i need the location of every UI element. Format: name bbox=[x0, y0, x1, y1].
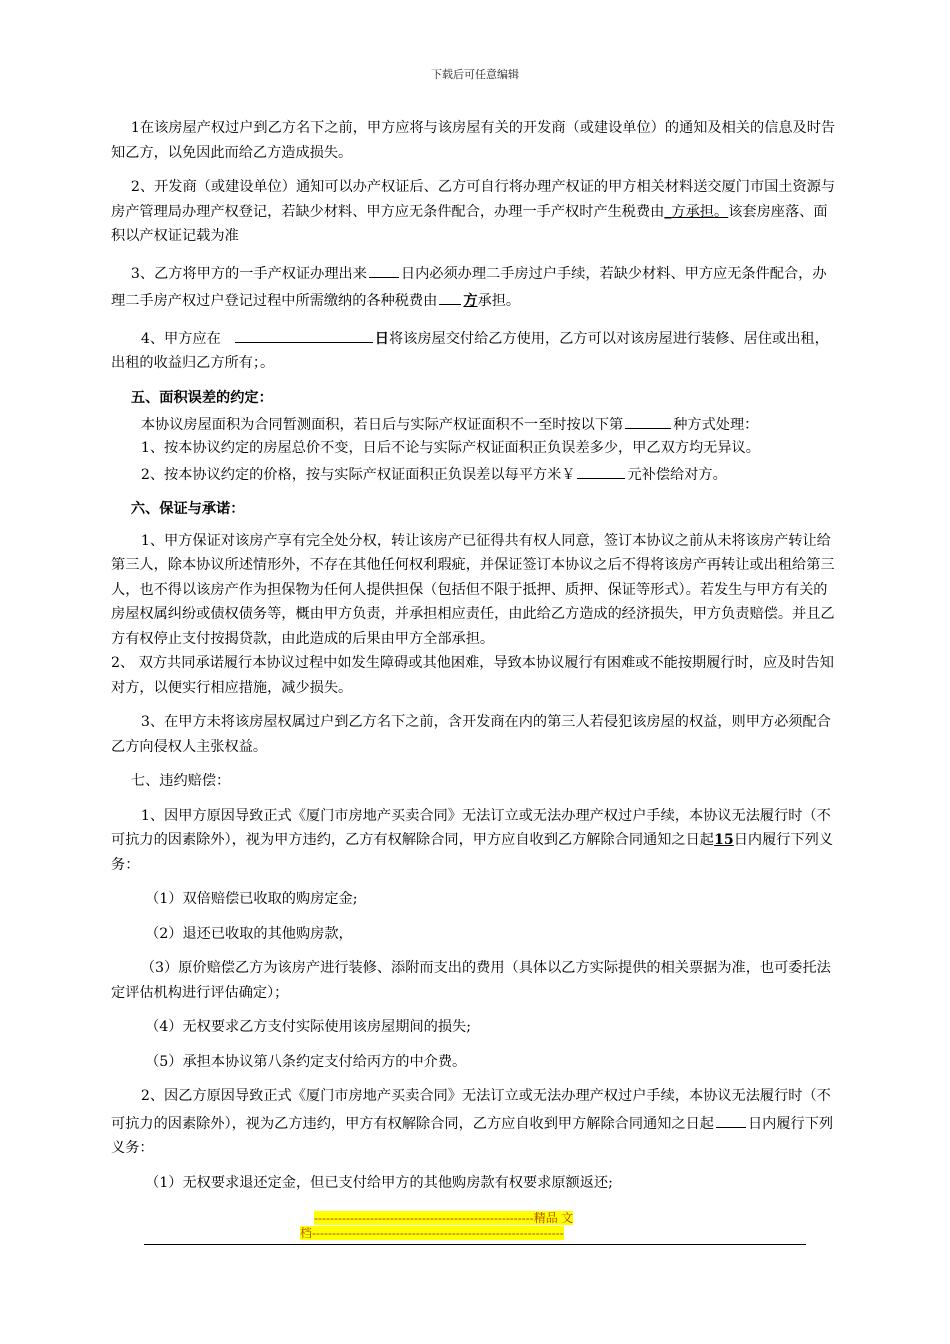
paragraph-4-2-party: 方承担。 bbox=[671, 203, 729, 220]
paragraph-4-4-text-b: 将该房屋交付给乙方使用，乙方可以对该房屋进行装修、居住或出租，出租的收益归乙方所有；。 bbox=[111, 330, 829, 371]
days-blank[interactable] bbox=[369, 259, 399, 278]
section-6-item-1: 1、甲方保证对该房产享有完全处分权，转让该房产已征得共有权人同意，签订本协议之前从未将该房产转让给第三人，除本协议所述情形外，不存在其他任何权利瑕疵，并保证签订本协议之后不得将该房产再转让或出租给第三人，也不得以该房产作为担保物为任何人提供担保（包括但不限于抵押、质押、保证等形式）。若发生与甲方有关的房屋权属纠纷或债权债务等，概由甲方负责，并承担相应责任，由此给乙方造成的经济损失，甲方负责赔偿。并且乙方有权停止支付按揭贷款，由此造成的后果由甲方全部承担。 bbox=[111, 532, 835, 647]
section-5-intro bbox=[111, 410, 839, 437]
paragraph-4-4 bbox=[111, 324, 839, 376]
footer-line-1 bbox=[300, 1211, 650, 1226]
price-per-sqm-blank[interactable] bbox=[577, 460, 625, 479]
footer-line-1-text: -------------------------------------------------------精品 文 bbox=[314, 1211, 574, 1225]
method-number-blank[interactable] bbox=[625, 410, 671, 429]
sub-item-2-1: （1）无权要求退还定金，但已支付给甲方的其他购房款有权要求原额返还; bbox=[145, 1174, 613, 1191]
refund-days-value: 15 bbox=[713, 832, 734, 848]
footer-line-2 bbox=[300, 1226, 650, 1241]
paragraph-4-4-text-a: 4、甲方应在 bbox=[140, 330, 221, 347]
section-7-heading: 七、违约赔偿： bbox=[130, 773, 231, 789]
section-6-heading: 六、保证与承诺： bbox=[130, 501, 245, 517]
section-5-item-2-text-a: 2、按本协议约定的价格，按与实际产权证面积正负误差以每平方米￥ bbox=[140, 467, 576, 483]
delivery-date-blank[interactable] bbox=[235, 324, 373, 343]
section-5-item-2 bbox=[111, 460, 839, 487]
delivery-day-label: 日 bbox=[374, 330, 389, 347]
section-5-item-2-text-b: 元补偿给对方。 bbox=[627, 467, 727, 483]
section-7-item-2 bbox=[111, 1084, 839, 1161]
section-7-item-2-text-b: 日内履行下列义务： bbox=[111, 1115, 834, 1156]
sub-item-1-2: （2）退还已收取的其他购房款， bbox=[145, 925, 353, 942]
paragraph-4-2-text-a: 2、开发商（或建设单位）通知可以办产权证后、乙方可自行将办理产权证的甲方相关材料送交厦门市国土资源与房产管理局办理产权登记，若缺少材料、甲方应无条件配合，办理一手产权时产生税费由 bbox=[111, 179, 836, 220]
paragraph-4-2-text-b: 该套房座落、面积以产权证记载为准 bbox=[111, 203, 828, 244]
paragraph-4-1: 1在该房屋产权过户到乙方名下之前，甲方应将与该房屋有关的开发商（或建设单位）的通知及相关的信息及时告知乙方，以免因此而给乙方造成损失。 bbox=[111, 120, 836, 161]
footer-line-2-text: 档--------------------------------------------------------------- bbox=[300, 1226, 564, 1240]
section-5-item-1: 1、按本协议约定的房屋总价不变，日后不论与实际产权证面积正负误差多少，甲乙双方均无异议。 bbox=[140, 440, 760, 456]
paragraph-4-3-text-c: 承担。 bbox=[477, 293, 521, 309]
section-7-item-1-text-a: 1、因甲方原因导致正式《厦门市房地产买卖合同》无法订立或无法办理产权过户手续，本协议无法履行时（不可抗力的因素除外），视为甲方违约，乙方有权解除合同，甲方应自收到乙方解除合同通知之日起 bbox=[111, 807, 831, 848]
paragraph-4-2 bbox=[111, 175, 839, 249]
section-5-heading: 五、面积误差的约定： bbox=[130, 389, 273, 406]
tax-party-fang: 方 bbox=[463, 293, 478, 309]
section-7-item-1-text-b: 日内履行下列义务： bbox=[111, 832, 834, 873]
paragraph-4-3 bbox=[111, 259, 839, 314]
paragraph-4-3-text-b: 日内必须办理二手房过户手续，若缺少材料、甲方应无条件配合，办理二手房产权过户登记过程中所需缴纳的各种税费由 bbox=[111, 265, 827, 309]
footer-banner bbox=[300, 1211, 650, 1241]
sub-item-1-4: （4）无权要求乙方支付实际使用该房屋期间的损失; bbox=[145, 1019, 472, 1035]
section-5-intro-text-b: 种方式处理： bbox=[673, 417, 759, 433]
document-body bbox=[111, 116, 839, 1195]
sub-item-1-5: （5）承担本协议第八条约定支付给丙方的中介费。 bbox=[145, 1053, 467, 1070]
sub-item-1-1: （1）双倍赔偿已收取的购房定金; bbox=[145, 891, 358, 907]
section-6-item-3: 3、在甲方未将该房屋权属过户到乙方名下之前，含开发商在内的第三人若侵犯该房屋的权益，则甲方必须配合乙方向侵权人主张权益。 bbox=[111, 714, 831, 755]
section-7-item-2-text-a: 2、因乙方原因导致正式《厦门市房地产买卖合同》无法订立或无法办理产权过户手续，本协议无法履行时（不可抗力的因素除外），视为乙方违约，甲方有权解除合同，乙方应自收到甲方解除合同通知之日起 bbox=[111, 1088, 831, 1132]
section-6-item-2: 2、 双方共同承诺履行本协议过程中如发生障碍或其他困难，导致本协议履行有困难或不能按期履行时，应及时告知对方，以便实行相应措施，减少损失。 bbox=[111, 655, 834, 696]
paragraph-4-3-text-a: 3、乙方将甲方的一手产权证办理出来 bbox=[130, 265, 367, 282]
paragraph-4-2-underlined: _ bbox=[664, 203, 672, 220]
sub-item-1-3: （3）原价赔偿乙方为该房产进行装修、添附而支出的费用（具体以乙方实际提供的相关票据为准，也可委托法定评估机构进行评估确定）； bbox=[111, 960, 831, 1001]
footer-divider bbox=[144, 1244, 806, 1245]
tax-party-blank[interactable] bbox=[439, 286, 461, 305]
section-5-intro-text-a: 本协议房屋面积为合同暂测面积，若日后与实际产权证面积不一至时按以下第 bbox=[140, 417, 624, 433]
header-note: 下载后可任意编辑 bbox=[431, 68, 519, 81]
section-7-item-1 bbox=[111, 804, 839, 878]
refund-days-blank[interactable] bbox=[716, 1109, 746, 1128]
